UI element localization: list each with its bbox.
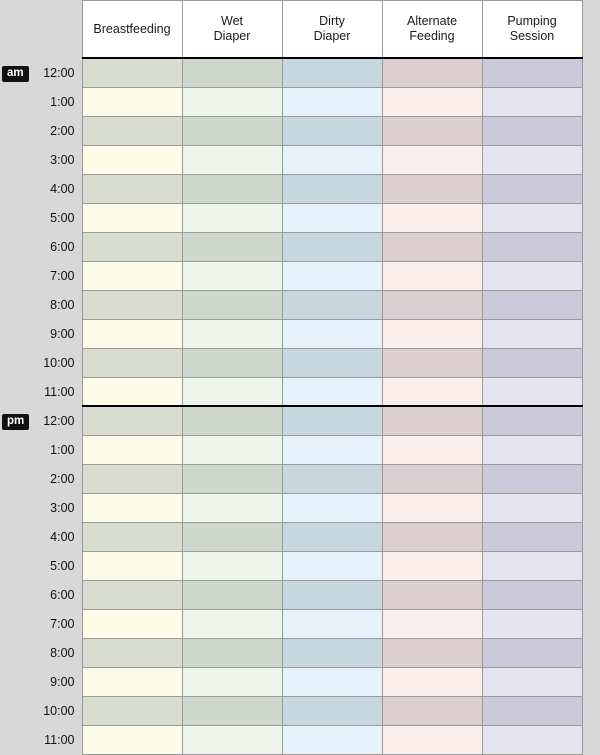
column-header-2	[282, 1, 382, 59]
column-header-line: Dirty	[319, 14, 345, 28]
row-ampm-label	[0, 145, 34, 174]
entry-cell[interactable]	[282, 116, 382, 145]
table-row	[0, 493, 582, 522]
entry-cell[interactable]	[282, 261, 382, 290]
table-row	[0, 609, 582, 638]
entry-cell[interactable]	[182, 87, 282, 116]
row-time-label: 7:00	[34, 609, 82, 638]
entry-cell[interactable]	[482, 406, 582, 435]
entry-cell[interactable]	[482, 580, 582, 609]
ampm-badge: am	[2, 66, 29, 82]
table-row	[0, 348, 582, 377]
entry-cell[interactable]	[182, 551, 282, 580]
row-ampm-label	[0, 348, 34, 377]
entry-cell[interactable]	[282, 580, 382, 609]
row-time-label: 3:00	[34, 493, 82, 522]
entry-cell[interactable]	[82, 203, 182, 232]
row-time-label: 6:00	[34, 580, 82, 609]
entry-cell[interactable]	[182, 348, 282, 377]
table-row	[0, 580, 582, 609]
table-row	[0, 87, 582, 116]
entry-cell[interactable]	[382, 580, 482, 609]
entry-cell[interactable]	[82, 174, 182, 203]
entry-cell[interactable]	[382, 116, 482, 145]
row-ampm-label	[0, 87, 34, 116]
entry-cell[interactable]	[182, 580, 282, 609]
row-ampm-label	[0, 696, 34, 725]
entry-cell[interactable]	[82, 406, 182, 435]
row-ampm-label	[0, 261, 34, 290]
entry-cell[interactable]	[282, 203, 382, 232]
row-ampm-label	[0, 522, 34, 551]
row-ampm-label	[0, 667, 34, 696]
column-header-line: Breastfeeding	[93, 21, 171, 36]
entry-cell[interactable]	[382, 203, 482, 232]
table-row	[0, 290, 582, 319]
entry-cell[interactable]	[82, 348, 182, 377]
row-time-label: 4:00	[34, 522, 82, 551]
entry-cell[interactable]	[282, 232, 382, 261]
table-row	[0, 435, 582, 464]
entry-cell[interactable]	[482, 261, 582, 290]
entry-cell[interactable]	[182, 145, 282, 174]
entry-cell[interactable]	[82, 87, 182, 116]
entry-cell[interactable]	[182, 696, 282, 725]
row-time-label: 10:00	[34, 696, 82, 725]
entry-cell[interactable]	[82, 377, 182, 406]
row-time-label: 11:00	[34, 377, 82, 406]
entry-cell[interactable]	[82, 145, 182, 174]
entry-cell[interactable]	[82, 116, 182, 145]
entry-cell[interactable]	[382, 261, 482, 290]
entry-cell[interactable]	[282, 464, 382, 493]
row-time-label: 12:00	[34, 58, 82, 87]
row-time-label: 8:00	[34, 290, 82, 319]
row-ampm-label	[0, 609, 34, 638]
entry-cell[interactable]	[82, 609, 182, 638]
entry-cell[interactable]	[282, 319, 382, 348]
entry-cell[interactable]	[82, 58, 182, 87]
entry-cell[interactable]	[182, 174, 282, 203]
entry-cell[interactable]	[282, 174, 382, 203]
row-ampm-label	[0, 116, 34, 145]
column-header-line: Feeding	[409, 29, 455, 43]
entry-cell[interactable]	[382, 638, 482, 667]
entry-cell[interactable]	[82, 696, 182, 725]
entry-cell[interactable]	[182, 638, 282, 667]
entry-cell[interactable]	[382, 551, 482, 580]
table-row	[0, 377, 582, 406]
header-row	[0, 1, 582, 59]
row-time-label: 3:00	[34, 145, 82, 174]
entry-cell[interactable]	[282, 551, 382, 580]
entry-cell[interactable]	[482, 725, 582, 754]
entry-cell[interactable]	[182, 290, 282, 319]
entry-cell[interactable]	[282, 377, 382, 406]
entry-cell[interactable]	[282, 667, 382, 696]
column-header-line: Diaper	[213, 29, 251, 43]
entry-cell[interactable]	[282, 87, 382, 116]
entry-cell[interactable]	[382, 667, 482, 696]
column-header-line: Wet	[221, 14, 243, 28]
table-row	[0, 406, 582, 435]
entry-cell[interactable]	[482, 609, 582, 638]
entry-cell[interactable]	[182, 232, 282, 261]
entry-cell[interactable]	[182, 667, 282, 696]
table-row	[0, 667, 582, 696]
entry-cell[interactable]	[282, 609, 382, 638]
row-time-label: 6:00	[34, 232, 82, 261]
entry-cell[interactable]	[182, 435, 282, 464]
row-time-label: 5:00	[34, 551, 82, 580]
entry-cell[interactable]	[82, 580, 182, 609]
column-header-line: Pumping	[507, 14, 557, 28]
entry-cell[interactable]	[282, 638, 382, 667]
entry-cell[interactable]	[82, 435, 182, 464]
table-row	[0, 464, 582, 493]
entry-cell[interactable]	[482, 319, 582, 348]
column-header-3	[382, 1, 482, 59]
row-ampm-label	[0, 725, 34, 754]
entry-cell[interactable]	[482, 551, 582, 580]
table-row	[0, 725, 582, 754]
corner-spacer-ampm	[0, 1, 34, 59]
entry-cell[interactable]	[182, 203, 282, 232]
entry-cell[interactable]	[482, 116, 582, 145]
table-row	[0, 522, 582, 551]
row-ampm-label	[0, 290, 34, 319]
entry-cell[interactable]	[482, 667, 582, 696]
row-time-label: 10:00	[34, 348, 82, 377]
entry-cell[interactable]	[282, 348, 382, 377]
column-header-4	[482, 1, 582, 59]
table-row	[0, 58, 582, 87]
entry-cell[interactable]	[382, 406, 482, 435]
entry-cell[interactable]	[282, 145, 382, 174]
row-ampm-label	[0, 435, 34, 464]
entry-cell[interactable]	[482, 696, 582, 725]
entry-cell[interactable]	[482, 145, 582, 174]
row-ampm-label	[0, 551, 34, 580]
entry-cell[interactable]	[82, 290, 182, 319]
entry-cell[interactable]	[282, 725, 382, 754]
row-ampm-label	[0, 377, 34, 406]
row-time-label: 11:00	[34, 725, 82, 754]
table-row	[0, 696, 582, 725]
row-ampm-label	[0, 58, 34, 87]
entry-cell[interactable]	[282, 58, 382, 87]
entry-cell[interactable]	[182, 406, 282, 435]
entry-cell[interactable]	[482, 232, 582, 261]
entry-cell[interactable]	[82, 725, 182, 754]
entry-cell[interactable]	[482, 58, 582, 87]
row-ampm-label	[0, 580, 34, 609]
entry-cell[interactable]	[82, 232, 182, 261]
entry-cell[interactable]	[382, 319, 482, 348]
table-header	[0, 1, 582, 59]
entry-cell[interactable]	[182, 522, 282, 551]
table-body	[0, 58, 582, 754]
entry-cell[interactable]	[382, 145, 482, 174]
entry-cell[interactable]	[382, 348, 482, 377]
row-time-label: 1:00	[34, 87, 82, 116]
entry-cell[interactable]	[382, 290, 482, 319]
entry-cell[interactable]	[382, 493, 482, 522]
corner-spacer-time	[34, 1, 82, 59]
entry-cell[interactable]	[182, 319, 282, 348]
row-time-label: 8:00	[34, 638, 82, 667]
entry-cell[interactable]	[282, 406, 382, 435]
entry-cell[interactable]	[382, 435, 482, 464]
table-row	[0, 145, 582, 174]
entry-cell[interactable]	[482, 493, 582, 522]
entry-cell[interactable]	[382, 87, 482, 116]
entry-cell[interactable]	[482, 87, 582, 116]
table-row	[0, 232, 582, 261]
entry-cell[interactable]	[382, 58, 482, 87]
entry-cell[interactable]	[282, 435, 382, 464]
entry-cell[interactable]	[382, 609, 482, 638]
table-row	[0, 319, 582, 348]
entry-cell[interactable]	[82, 522, 182, 551]
entry-cell[interactable]	[182, 377, 282, 406]
entry-cell[interactable]	[182, 58, 282, 87]
entry-cell[interactable]	[382, 232, 482, 261]
row-ampm-label	[0, 493, 34, 522]
entry-cell[interactable]	[382, 464, 482, 493]
row-time-label: 1:00	[34, 435, 82, 464]
column-header-line: Diaper	[313, 29, 351, 43]
entry-cell[interactable]	[382, 725, 482, 754]
entry-cell[interactable]	[482, 290, 582, 319]
table-row	[0, 174, 582, 203]
row-ampm-label	[0, 319, 34, 348]
entry-cell[interactable]	[82, 638, 182, 667]
row-ampm-label	[0, 174, 34, 203]
entry-cell[interactable]	[382, 522, 482, 551]
column-header-1	[182, 1, 282, 59]
table-row	[0, 261, 582, 290]
entry-cell[interactable]	[482, 174, 582, 203]
entry-cell[interactable]	[482, 203, 582, 232]
entry-cell[interactable]	[82, 464, 182, 493]
entry-cell[interactable]	[82, 551, 182, 580]
row-time-label: 4:00	[34, 174, 82, 203]
entry-cell[interactable]	[482, 522, 582, 551]
row-ampm-label	[0, 638, 34, 667]
entry-cell[interactable]	[382, 696, 482, 725]
column-header-line: Session	[509, 29, 555, 43]
entry-cell[interactable]	[382, 174, 482, 203]
entry-cell[interactable]	[82, 493, 182, 522]
column-header-0	[82, 1, 182, 59]
entry-cell[interactable]	[282, 522, 382, 551]
row-ampm-label	[0, 406, 34, 435]
table-row	[0, 551, 582, 580]
row-ampm-label	[0, 203, 34, 232]
table-row	[0, 203, 582, 232]
row-time-label: 9:00	[34, 319, 82, 348]
row-time-label: 9:00	[34, 667, 82, 696]
entry-cell[interactable]	[182, 116, 282, 145]
entry-cell[interactable]	[282, 290, 382, 319]
entry-cell[interactable]	[82, 667, 182, 696]
entry-cell[interactable]	[182, 464, 282, 493]
ampm-badge: pm	[2, 414, 29, 430]
row-time-label: 2:00	[34, 464, 82, 493]
row-time-label: 12:00	[34, 406, 82, 435]
entry-cell[interactable]	[382, 377, 482, 406]
entry-cell[interactable]	[82, 319, 182, 348]
row-time-label: 7:00	[34, 261, 82, 290]
entry-cell[interactable]	[482, 348, 582, 377]
table-row	[0, 116, 582, 145]
entry-cell[interactable]	[182, 725, 282, 754]
column-header-line: Alternate	[406, 14, 458, 28]
entry-cell[interactable]	[182, 609, 282, 638]
entry-cell[interactable]	[482, 377, 582, 406]
entry-cell[interactable]	[482, 638, 582, 667]
entry-cell[interactable]	[182, 261, 282, 290]
row-time-label: 5:00	[34, 203, 82, 232]
row-time-label: 2:00	[34, 116, 82, 145]
entry-cell[interactable]	[482, 435, 582, 464]
entry-cell[interactable]	[282, 696, 382, 725]
row-ampm-label	[0, 464, 34, 493]
entry-cell[interactable]	[482, 464, 582, 493]
entry-cell[interactable]	[182, 493, 282, 522]
entry-cell[interactable]	[82, 261, 182, 290]
table-row	[0, 638, 582, 667]
row-ampm-label	[0, 232, 34, 261]
entry-cell[interactable]	[282, 493, 382, 522]
